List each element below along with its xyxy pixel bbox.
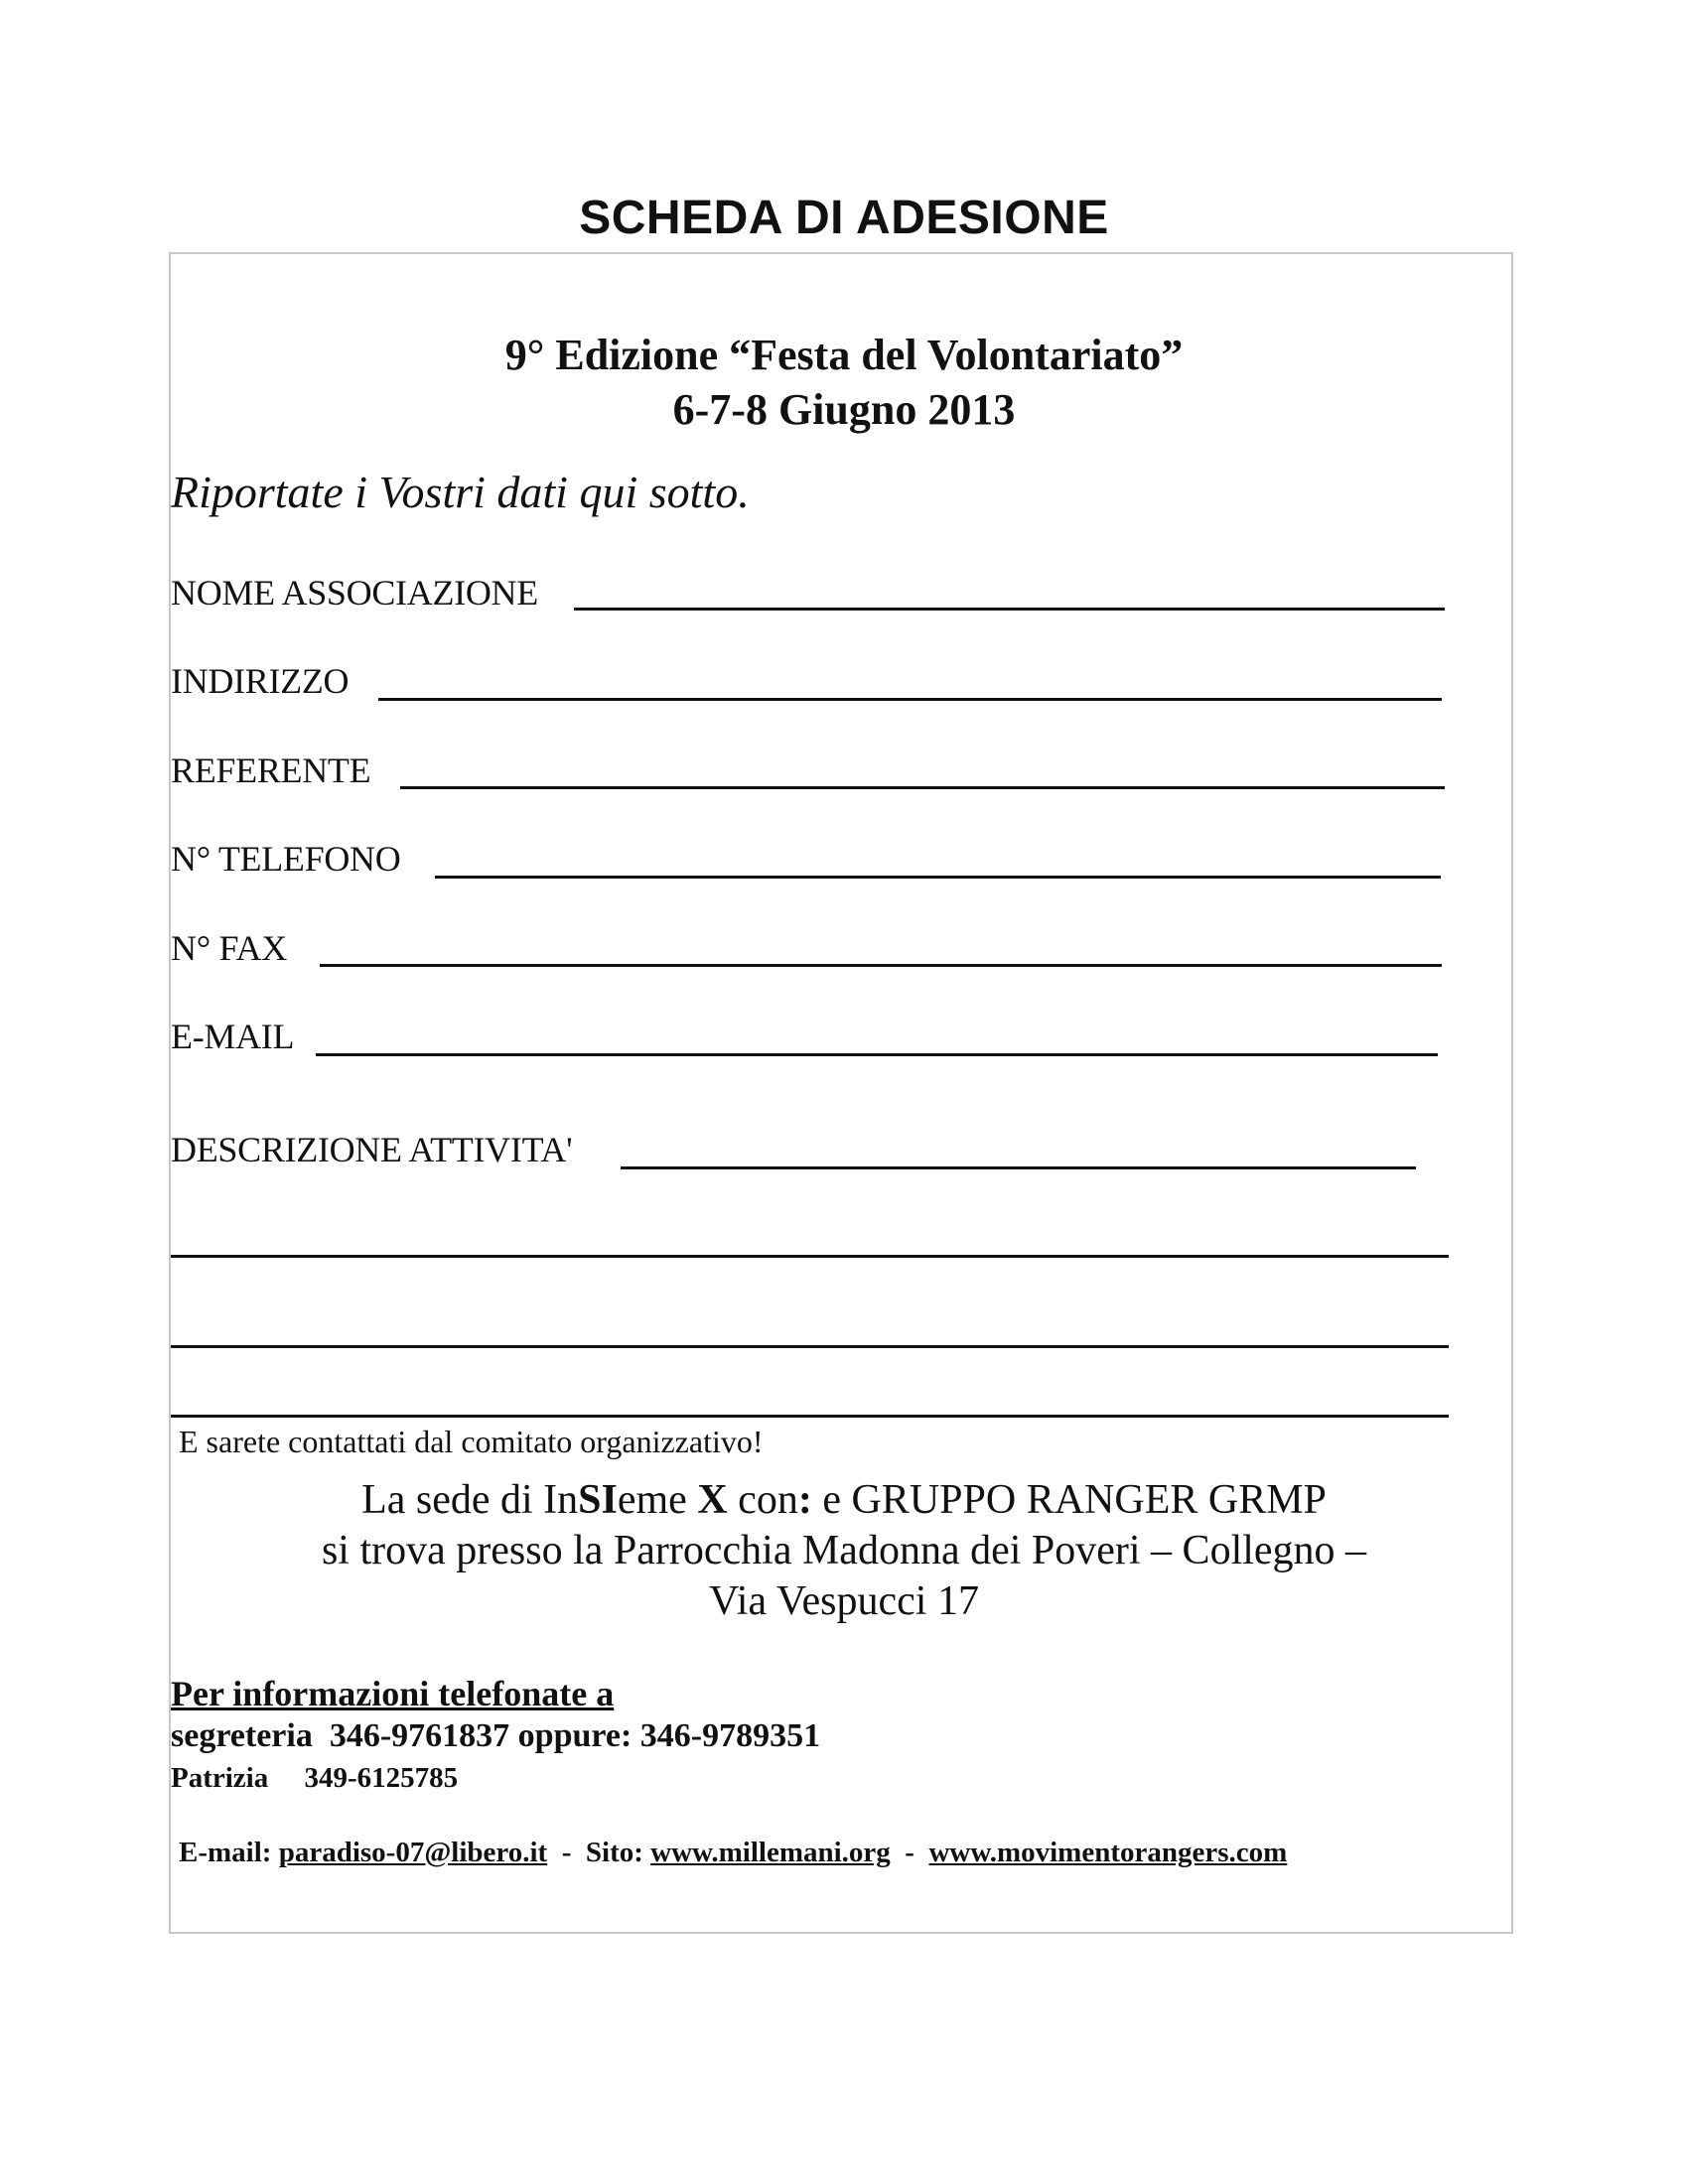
email-link[interactable]: paradiso-07@libero.it <box>278 1837 548 1868</box>
patrizia-phone: Patrizia 349-6125785 <box>171 1762 459 1794</box>
input-line-telefono[interactable] <box>435 876 1441 879</box>
site-link-movimentorangers[interactable]: www.movimentorangers.com <box>928 1837 1288 1868</box>
contact-note: E sarete contattati dal comitato organizzativo! <box>179 1424 764 1459</box>
edition-dates: 6-7-8 Giugno 2013 <box>672 385 1016 434</box>
sede-line-1: La sede di InSIeme X con: e GRUPPO RANGER GRMP <box>361 1477 1327 1523</box>
input-line-indirizzo[interactable] <box>378 698 1442 701</box>
input-line-email[interactable] <box>316 1053 1438 1056</box>
edition-title: 9° Edizione “Festa del Volontariato” <box>504 331 1184 379</box>
input-line-nome-associazione[interactable] <box>574 608 1445 611</box>
sede-line-3: Via Vespucci 17 <box>709 1578 979 1624</box>
label-fax: N° FAX <box>171 928 287 968</box>
label-referente: REFERENTE <box>171 751 371 790</box>
label-telefono: N° TELEFONO <box>171 839 401 879</box>
label-indirizzo: INDIRIZZO <box>171 661 350 701</box>
label-descrizione-attivita: DESCRIZIONE ATTIVITA' <box>171 1130 573 1169</box>
label-nome-associazione: NOME ASSOCIAZIONE <box>171 573 538 613</box>
input-line-descrizione-3[interactable] <box>171 1345 1449 1348</box>
input-line-fax[interactable] <box>320 964 1442 967</box>
contacts-line: E-mail: paradiso-07@libero.it - Sito: www.millemani.org - www.movimentorangers.com <box>179 1837 1288 1868</box>
segreteria-phones: segreteria 346-9761837 oppure: 346-9789351 <box>171 1717 821 1754</box>
sede-line-2: si trova presso la Parrocchia Madonna dei Poveri – Collegno – <box>321 1528 1367 1573</box>
input-line-descrizione[interactable] <box>621 1166 1416 1169</box>
input-line-referente[interactable] <box>400 786 1445 789</box>
site-link-millemani[interactable]: www.millemani.org <box>650 1837 891 1868</box>
input-line-descrizione-4[interactable] <box>171 1415 1449 1418</box>
instructions-text: Riportate i Vostri dati qui sotto. <box>171 467 750 517</box>
label-email: E-MAIL <box>171 1017 295 1056</box>
page-title: SCHEDA DI ADESIONE <box>579 192 1109 244</box>
info-heading: Per informazioni telefonate a <box>171 1674 615 1713</box>
input-line-descrizione-2[interactable] <box>171 1255 1449 1258</box>
